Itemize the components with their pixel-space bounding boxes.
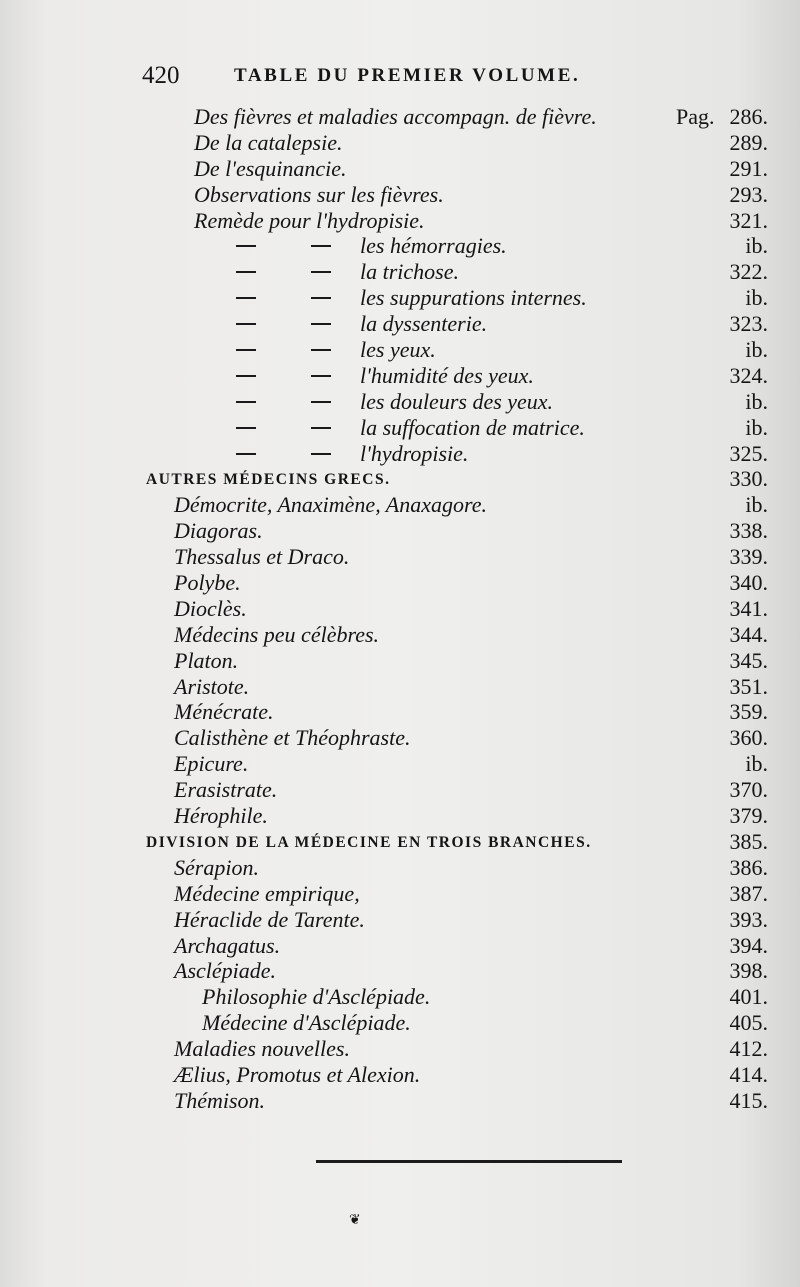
entry-page-number: 340. <box>729 570 768 596</box>
pag-abbreviation: Pag. <box>676 104 715 129</box>
entry-title: Epicure. <box>174 751 249 777</box>
entry-title: les douleurs des yeux. <box>360 388 554 414</box>
ditto-dash <box>236 297 256 299</box>
entry-page-number: 330. <box>729 466 768 492</box>
ditto-dash <box>311 271 331 273</box>
entry-page-number: 393. <box>729 906 768 932</box>
entry-title: Remède pour l'hydropisie. <box>194 207 425 233</box>
toc-entry <box>0 699 800 725</box>
entry-page-number: ib. <box>745 751 768 777</box>
toc-entry <box>0 648 800 674</box>
entry-title: Ménécrate. <box>174 699 274 725</box>
ditto-dash <box>311 349 331 351</box>
entry-page-number: 414. <box>729 1061 768 1087</box>
entry-title: Médecine d'Asclépiade. <box>202 1010 411 1036</box>
entry-page-number: 405. <box>729 1010 768 1036</box>
running-title: TABLE DU PREMIER VOLUME. <box>234 65 581 86</box>
entry-page-number: 401. <box>729 984 768 1010</box>
entry-title: la suffocation de matrice. <box>360 414 585 440</box>
entry-title: Thessalus et Draco. <box>174 544 350 570</box>
entry-title: Maladies nouvelles. <box>174 1036 350 1062</box>
ditto-dash <box>311 375 331 377</box>
entry-title: De l'esquinancie. <box>194 155 347 181</box>
entry-page-number: 293. <box>729 181 768 207</box>
entry-title: l'humidité des yeux. <box>360 362 534 388</box>
ditto-dash <box>236 427 256 429</box>
section-heading: DIVISION DE LA MÉDECINE EN TROIS BRANCHES. <box>146 833 592 851</box>
entry-title: Diagoras. <box>174 518 263 544</box>
ditto-dash <box>311 427 331 429</box>
entry-page-number: 289. <box>729 129 768 155</box>
entry-title: Des fièvres et maladies accompagn. de fièvre. <box>194 104 597 129</box>
toc-entry <box>0 855 800 881</box>
toc-entry <box>0 492 800 518</box>
entry-page-number: 341. <box>729 595 768 621</box>
toc-entry <box>0 130 800 156</box>
entry-title: Observations sur les fièvres. <box>194 181 444 207</box>
entry-page-number: 351. <box>729 673 768 699</box>
toc-entry <box>0 182 800 208</box>
toc-entry <box>0 544 800 570</box>
toc-entry <box>0 622 800 648</box>
ditto-dash <box>236 271 256 273</box>
entry-title: Platon. <box>174 647 239 673</box>
entry-page-number: 338. <box>729 518 768 544</box>
entry-page-number: 359. <box>729 699 768 725</box>
page-header <box>142 62 682 92</box>
entry-page-number: 339. <box>729 544 768 570</box>
toc-entry <box>0 285 800 311</box>
section-heading: AUTRES MÉDECINS GRECS. <box>146 471 391 489</box>
toc-entry <box>0 441 800 467</box>
toc-entry <box>0 1088 800 1114</box>
toc-entry <box>0 881 800 907</box>
toc-entry <box>0 725 800 751</box>
entry-page-number: 415. <box>729 1087 768 1113</box>
entry-title: Médecins peu célèbres. <box>174 621 380 647</box>
toc-entry <box>0 1062 800 1088</box>
entry-page-number: 322. <box>729 259 768 285</box>
toc-entry <box>0 259 800 285</box>
entry-title: Calisthène et Théophraste. <box>174 725 411 751</box>
toc-entry <box>0 156 800 182</box>
entry-title: Héraclide de Tarente. <box>174 906 365 932</box>
entry-title: Ælius, Promotus et Alexion. <box>174 1061 421 1087</box>
table-of-contents <box>0 104 800 1114</box>
toc-entry <box>0 829 800 855</box>
entry-page-number: ib. <box>745 337 768 363</box>
toc-entry <box>0 907 800 933</box>
footer-ornament: ❦ <box>349 1213 361 1228</box>
entry-title: Thémison. <box>174 1087 266 1113</box>
entry-page-number: 360. <box>729 725 768 751</box>
entry-page-number: ib. <box>745 492 768 518</box>
ditto-dash <box>236 453 256 455</box>
entry-title: Sérapion. <box>174 854 259 880</box>
entry-page-number: 344. <box>729 621 768 647</box>
toc-entry <box>0 389 800 415</box>
entry-page-number: 412. <box>729 1036 768 1062</box>
toc-entry <box>0 596 800 622</box>
toc-entry <box>0 337 800 363</box>
entry-title: Aristote. <box>174 673 250 699</box>
entry-title: l'hydropisie. <box>360 440 469 466</box>
entry-page-number: 379. <box>729 803 768 829</box>
entry-page-number: 291. <box>729 155 768 181</box>
toc-entry <box>0 958 800 984</box>
entry-title: Philosophie d'Asclépiade. <box>202 984 431 1010</box>
toc-entry <box>0 415 800 441</box>
ditto-dash <box>236 349 256 351</box>
entry-page-number: 324. <box>729 362 768 388</box>
ditto-dash <box>236 401 256 403</box>
ditto-dash <box>236 245 256 247</box>
entry-title: De la catalepsie. <box>194 129 343 155</box>
toc-entry <box>0 933 800 959</box>
entry-page-number: 385. <box>729 828 768 854</box>
entry-title: Médecine empirique, <box>174 880 360 906</box>
ditto-dash <box>236 375 256 377</box>
entry-page-number: 386. <box>729 854 768 880</box>
entry-page-number: 370. <box>729 777 768 803</box>
toc-entry <box>0 208 800 234</box>
entry-title: Erasistrate. <box>174 777 278 803</box>
entry-title: la dyssenterie. <box>360 311 488 337</box>
toc-entry <box>0 466 800 492</box>
toc-entry <box>0 104 800 130</box>
entry-page-number: 398. <box>729 958 768 984</box>
toc-entry <box>0 570 800 596</box>
toc-entry <box>0 984 800 1010</box>
entry-page-number: ib. <box>745 388 768 414</box>
entry-title: Dioclès. <box>174 595 247 621</box>
entry-page-number: ib. <box>745 414 768 440</box>
toc-entry <box>0 751 800 777</box>
entry-page-number: 325. <box>729 440 768 466</box>
entry-page-number: 286. <box>729 104 768 129</box>
entry-page-number: ib. <box>745 285 768 311</box>
entry-page-number: 323. <box>729 311 768 337</box>
page-number: 420 <box>142 62 180 89</box>
toc-entry <box>0 674 800 700</box>
ditto-dash <box>311 245 331 247</box>
entry-title: Archagatus. <box>174 932 281 958</box>
entry-page-number: 387. <box>729 880 768 906</box>
toc-entry <box>0 1010 800 1036</box>
ditto-dash <box>311 401 331 403</box>
entry-page-number: 321. <box>729 207 768 233</box>
toc-entry <box>0 363 800 389</box>
ditto-dash <box>311 323 331 325</box>
toc-entry <box>0 233 800 259</box>
toc-entry <box>0 518 800 544</box>
entry-page-number: 345. <box>729 647 768 673</box>
entry-title: la trichose. <box>360 259 459 285</box>
entry-title: Polybe. <box>174 570 241 596</box>
entry-title: Démocrite, Anaximène, Anaxagore. <box>174 492 488 518</box>
toc-entry <box>0 803 800 829</box>
entry-title: Hérophile. <box>174 803 268 829</box>
entry-title: les hémorragies. <box>360 233 507 259</box>
toc-entry <box>0 1036 800 1062</box>
entry-page-number: ib. <box>745 233 768 259</box>
entry-page-number: 394. <box>729 932 768 958</box>
ditto-dash <box>311 297 331 299</box>
entry-title: Asclépiade. <box>174 958 277 984</box>
ditto-dash <box>236 323 256 325</box>
closing-rule <box>316 1160 622 1163</box>
ditto-dash <box>311 453 331 455</box>
entry-title: les yeux. <box>360 337 436 363</box>
toc-entry <box>0 311 800 337</box>
entry-title: les suppurations internes. <box>360 285 587 311</box>
toc-entry <box>0 777 800 803</box>
